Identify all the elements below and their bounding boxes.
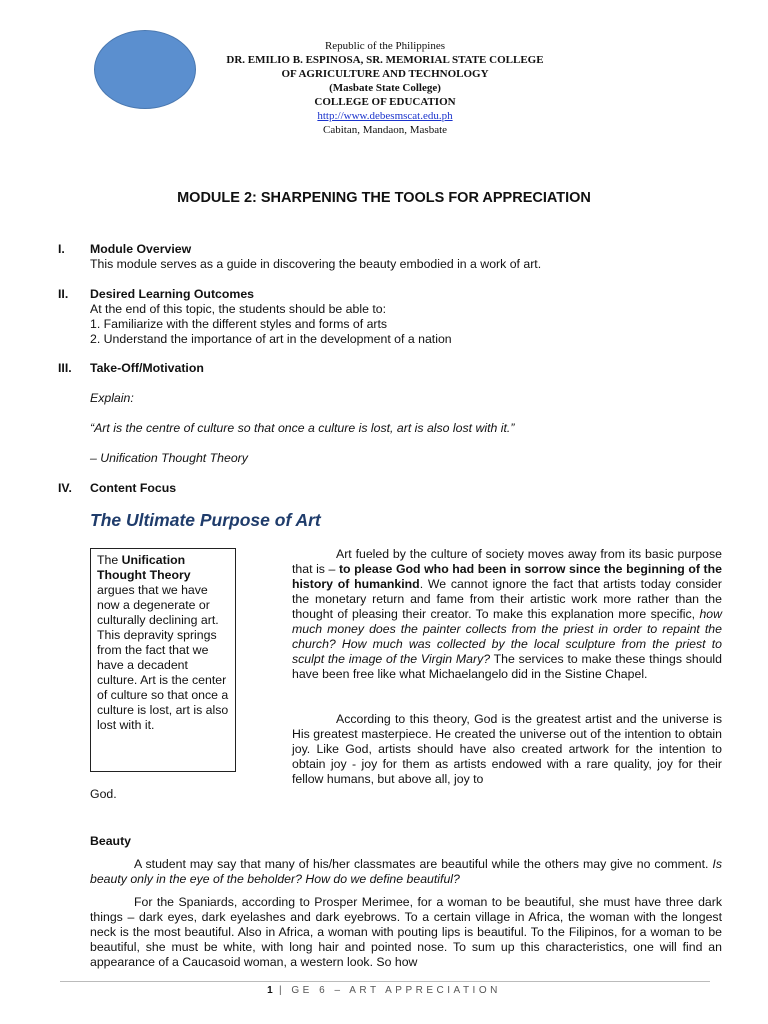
section-number: III. [58,361,72,375]
article-heading: The Ultimate Purpose of Art [90,510,321,530]
section-module-overview [58,242,728,272]
section-number: II. [58,287,69,301]
section-heading: Module Overview [90,242,192,256]
module-title: MODULE 2: SHARPENING THE TOOLS FOR APPRECIATION [177,190,591,206]
quote-source: – Unification Thought Theory [90,451,248,465]
footer-separator: | [272,985,292,996]
article-paragraph-2: According to this theory, God is the greatest artist and the universe is His greatest masterpiece. He created the universe out of the intention to obtain joy. Like God, artists should have also created artwork for the intention to obtain joy - joy for them as artists endowed with a rare quality, joy for their fellow humans, but above all, joy to [292,712,722,786]
page-footer [0,985,768,996]
beauty-heading: Beauty [90,834,132,848]
college-logo [94,30,196,109]
paragraph-text: The services to make these things should have been free like what Michaelangelo did in the Sistine Chapel. [292,652,722,681]
section-heading: Desired Learning Outcomes [90,287,255,301]
paragraph-text: . We cannot ignore the fact that artists today consider the monetary return and fame from their artistic work more rather than the thought of pleasing their creator. To make this explanation more specific, [292,577,722,621]
section-take-off [58,361,728,466]
paragraph-bold-text: to please God who had been in sorrow since the beginning of the history of humankind [292,562,722,591]
header-website-link[interactable]: http://www.debesmscat.edu.ph [317,110,453,122]
letterhead [190,39,580,137]
section-number: I. [58,242,65,256]
header-college-name-2: OF AGRICULTURE AND TECHNOLOGY [281,68,489,80]
article-paragraph-1 [292,547,722,682]
section-heading: Content Focus [90,481,177,495]
header-department: COLLEGE OF EDUCATION [314,96,456,108]
page-number: 1 [267,985,273,996]
footer-course: GE 6 – ART APPRECIATION [291,985,501,996]
outcome-item: 2. Understand the importance of art in the development of a nation [90,332,452,346]
outcome-item: 1. Familiarize with the different styles and forms of arts [90,317,388,331]
paragraph-italic-text: Is beauty only in the eye of the beholder? How do we define beautiful? [90,857,722,886]
box-text-the: The [97,553,122,567]
explain-label: Explain: [90,391,134,405]
beauty-paragraph-1 [90,857,722,887]
box-text-body: argues that we have now a degenerate or culturally declining art. This depravity springs from the fact that we have a decadent culture. Art is the center of culture so that once a culture is lost, art is also lost with it. [97,583,229,732]
header-address: Cabitan, Mandaon, Masbate [322,124,448,136]
paragraph-italic-text: how much money does the painter collects from the priest in order to repaint the church? How much was collected by the local sculpture from the priest to sculpt the image of the Virgin Mary? [292,607,722,666]
section-text: This module serves as a guide in discovering the beauty embodied in a work of art. [90,257,542,271]
sidebar-text-box [90,548,236,772]
beauty-paragraph-2: For the Spaniards, according to Prosper Merimee, for a woman to be beautiful, she must have three dark things – dark eyes, dark eyelashes and dark eyebrows. To a certain village in Africa, the woman with the longest neck is the most beautiful. Also in Africa, a woman with pouting lips is beautiful. To the Filipinos, for a woman to be beautiful, she must be white, with long hair and pointed nose. To sum up this characteristics, one will find an appearance of a Caucasoid woman, a western look. So how [90,895,722,969]
header-republic: Republic of the Philippines [324,40,446,52]
section-intro: At the end of this topic, the students should be able to: [90,302,387,316]
section-number: IV. [58,481,72,495]
section-learning-outcomes [58,287,728,347]
footer-divider [60,981,710,982]
section-heading: Take-Off/Motivation [90,361,204,375]
paragraph-text: A student may say that many of his/her classmates are beautiful while the others may give no comment. [134,857,713,871]
box-text-bold: Unification Thought Theory [97,553,191,582]
motivation-quote: “Art is the centre of culture so that once a culture is lost, art is also lost with it.” [90,421,515,435]
article-paragraph-2-end: God. [90,787,117,801]
paragraph-text: Art fueled by the culture of society moves away from its basic purpose that is – [292,547,722,576]
header-college-name: DR. EMILIO B. ESPINOSA, SR. MEMORIAL STATE COLLEGE [226,54,544,66]
header-college-alias: (Masbate State College) [329,82,441,94]
section-content-focus [58,481,728,496]
